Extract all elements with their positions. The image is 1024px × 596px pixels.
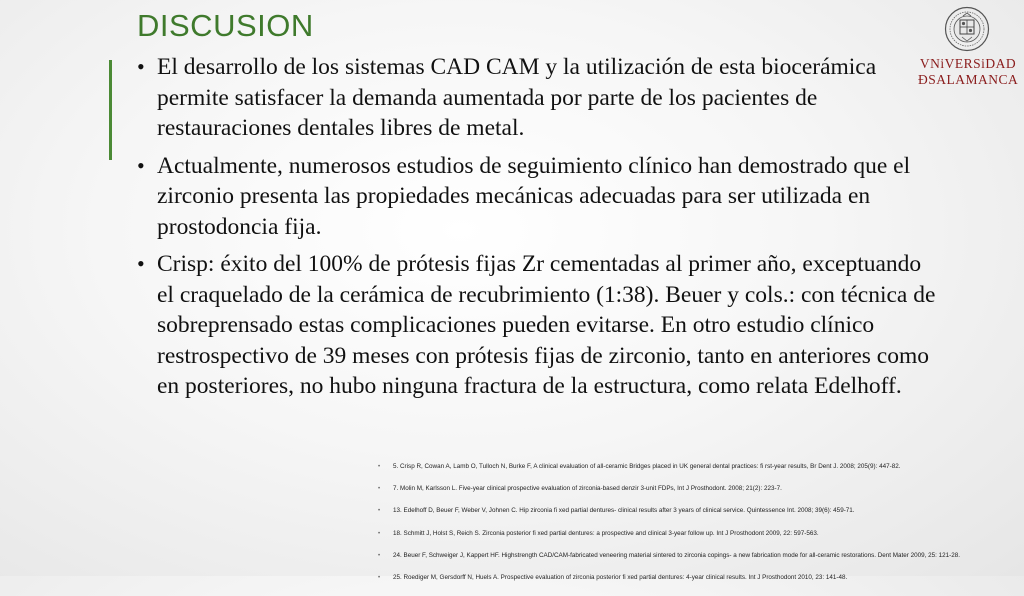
reference-dot: • — [378, 508, 381, 515]
logo-text-line2: ÐSALAMANCA — [918, 72, 1019, 87]
reference-dot: • — [378, 530, 381, 537]
bullet-list — [137, 52, 937, 409]
reference-list — [378, 463, 1018, 596]
bullet-dot: • — [137, 152, 145, 178]
bullet-dot: • — [137, 251, 145, 276]
reference-item — [378, 530, 1018, 538]
reference-dot: • — [378, 552, 381, 559]
reference-text: 18. Schmitt J, Holst S, Reich S. Zirconia posterior fi xed partial dentures: a prospective and clinical 3-year follow up. Int J Prosthodont 2009, 22: 597-563. — [393, 529, 819, 537]
reference-dot: • — [378, 486, 381, 493]
reference-item — [378, 507, 1018, 515]
university-logo — [918, 6, 1018, 92]
logo-text-line1: VNiVERSiDAD — [919, 56, 1017, 71]
bullet-dot: • — [137, 54, 145, 79]
bullet-item — [137, 249, 937, 402]
reference-dot: • — [378, 574, 381, 581]
accent-bar — [109, 60, 112, 160]
bullet-text: Actualmente, numerosos estudios de seguimiento clínico han demostrado que el zirconio presenta las propiedades mecánicas adecuadas para ser utilizada en prostodoncia fija. — [157, 152, 911, 240]
reference-text: 5. Crisp R, Cowan A, Lamb O, Tulloch N, Burke F, A clinical evaluation of all-ceramic Bridges placed in UK general dental practices: fi rst-year results, Br Dent J. 2008; 205(9): 447-82. — [393, 463, 901, 470]
reference-text: 24. Beuer F, Schweiger J, Kappert HF. Highstrength CAD/CAM-fabricated veneering material sintered to zirconia copings- a new fabrication mode for all-ceramic restorations. Dent Mater 2009, 25: 121-28. — [393, 551, 960, 559]
reference-dot: • — [378, 464, 381, 470]
reference-text: 25. Roediger M, Gersdorff N, Huels A. Prospective evaluation of zirconia posterior fi xed partial dentures: 4-year clinical results. Int J Prosthodont 2010, 23: 141-48. — [393, 573, 848, 581]
reference-item — [378, 485, 1018, 493]
reference-item — [378, 552, 1018, 560]
reference-item — [378, 463, 1018, 471]
bullet-text: El desarrollo de los sistemas CAD CAM y la utilización de esta biocerámica permite satisfacer la demanda aumentada por parte de los pacientes de restauraciones dentales libres de metal. — [157, 54, 877, 141]
bullet-item — [137, 151, 937, 243]
reference-item — [378, 574, 1018, 582]
reference-text: 7. Molin M, Karlsson L. Five-year clinical prospective evaluation of zirconia-based denzir 3-unit FDPs, Int J Prosthodont. 2008; 21(2): 223-7. — [393, 485, 782, 493]
bullet-text: Crisp: éxito del 100% de prótesis fijas Zr cementadas al primer año, exceptuando el craquelado de la cerámica de recubrimiento (1:38). Beuer y cols.: con técnica de sobreprensado estas complicaciones pueden evitarse. En otro estudio clínico restrospectivo de 39 meses con prótesis fijas de zirconio, tanto en anteriores como en posteriores, no hubo ninguna fractura de la estructura, como relata Edelhoff. — [157, 251, 936, 399]
bullet-item — [137, 52, 937, 144]
reference-text: 13. Edelhoff D, Beuer F, Weber V, Johnen C. Hip zirconia fi xed partial dentures- clinical results after 3 years of clinical service. Quintessence Int. 2008; 39(6): 459-71. — [393, 507, 855, 515]
slide-title: DISCUSION — [137, 8, 314, 43]
university-seal-icon — [944, 6, 990, 52]
